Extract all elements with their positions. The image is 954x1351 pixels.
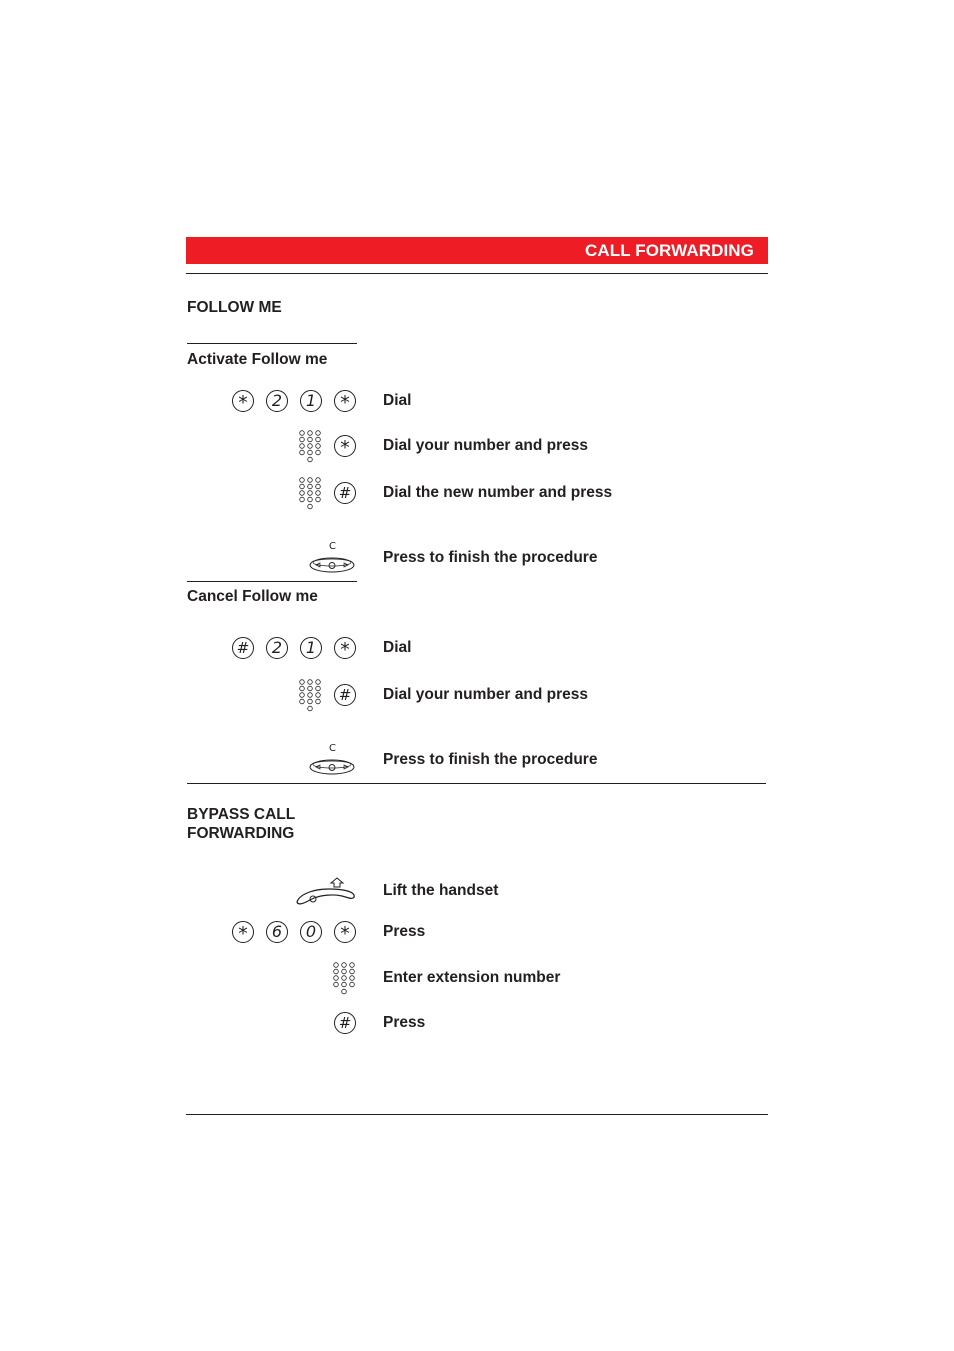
step-text: Dial the new number and press — [383, 484, 613, 501]
cancel-step-finish — [186, 742, 776, 778]
bypass-call-forwarding-title — [187, 805, 295, 843]
cancel-divider — [187, 581, 357, 582]
digit-2-key-icon: 2 — [266, 390, 288, 412]
keypad-icon — [298, 476, 322, 510]
clear-key-icon — [308, 743, 356, 777]
footer-divider — [186, 1114, 768, 1115]
bypass-title-line2: FORWARDING — [187, 825, 295, 842]
star-key-icon: * — [232, 921, 254, 943]
keypad-icon — [332, 961, 356, 995]
keypad-icon — [298, 429, 322, 463]
activate-divider — [187, 343, 357, 344]
clear-key-icon — [308, 541, 356, 575]
step-text: Dial your number and press — [383, 686, 588, 703]
section-divider — [187, 783, 766, 784]
star-key-icon: * — [334, 390, 356, 412]
bypass-step-enter-extension — [186, 960, 776, 996]
activate-step-finish — [186, 540, 776, 576]
step-text: Dial — [383, 639, 412, 656]
bypass-step-lift-handset — [186, 873, 776, 909]
cancel-step-dial — [186, 630, 776, 666]
star-key-icon: * — [334, 921, 356, 943]
step-text: Press to finish the procedure — [383, 751, 598, 768]
star-key-icon: * — [334, 637, 356, 659]
keypad-icon — [298, 678, 322, 712]
cancel-step-dial-your-number — [186, 677, 776, 713]
digit-1-key-icon: 1 — [300, 390, 322, 412]
hash-key-icon: # — [334, 1012, 356, 1034]
hash-key-icon: # — [334, 684, 356, 706]
page-title: CALL FORWARDING — [585, 240, 754, 260]
step-text: Lift the handset — [383, 882, 499, 899]
step-text: Enter extension number — [383, 969, 561, 986]
header-divider — [186, 273, 768, 274]
step-text: Press — [383, 923, 426, 940]
lift-handset-icon — [294, 875, 356, 907]
step-text: Dial — [383, 392, 412, 409]
digit-1-key-icon: 1 — [300, 637, 322, 659]
bypass-step-press-code — [186, 914, 776, 950]
follow-me-title: FOLLOW ME — [187, 299, 282, 316]
digit-0-key-icon: 0 — [300, 921, 322, 943]
svg-text:C: C — [329, 541, 336, 552]
hash-key-icon: # — [334, 482, 356, 504]
activate-step-dial-new-number — [186, 475, 776, 511]
activate-step-dial — [186, 383, 776, 419]
star-key-icon: * — [232, 390, 254, 412]
step-text: Dial your number and press — [383, 437, 588, 454]
digit-6-key-icon: 6 — [266, 921, 288, 943]
bypass-title-line1: BYPASS CALL — [187, 806, 296, 823]
cancel-follow-me-title: Cancel Follow me — [187, 588, 318, 605]
step-text: Press — [383, 1014, 426, 1031]
star-key-icon: * — [334, 435, 356, 457]
activate-follow-me-title: Activate Follow me — [187, 351, 328, 368]
svg-text:C: C — [329, 743, 336, 754]
bypass-step-press-hash — [186, 1005, 776, 1041]
digit-2-key-icon: 2 — [266, 637, 288, 659]
section-header-bar — [186, 237, 768, 264]
step-text: Press to finish the procedure — [383, 549, 598, 566]
activate-step-dial-your-number — [186, 428, 776, 464]
hash-key-icon: # — [232, 637, 254, 659]
